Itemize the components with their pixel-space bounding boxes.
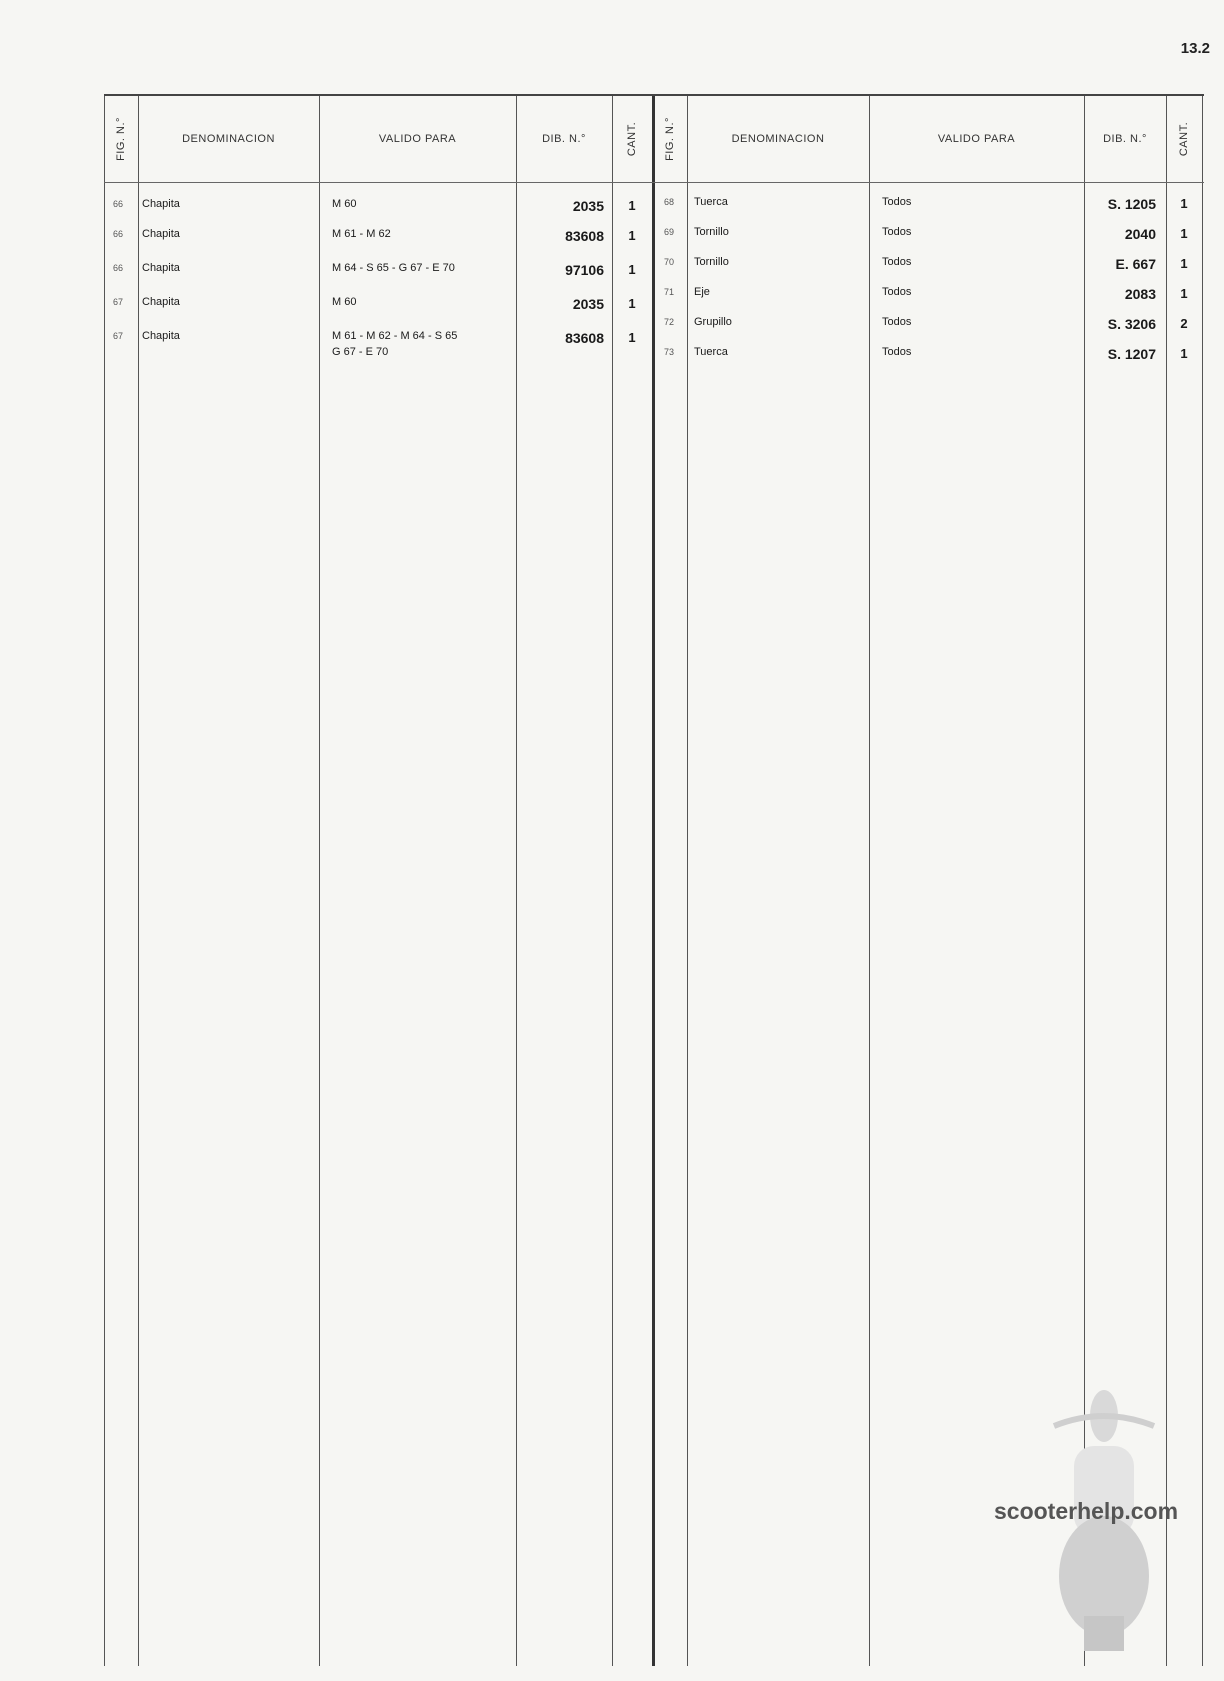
page-number: 13.2 — [1180, 40, 1210, 57]
table-row: 69 Tornillo Todos 2040 1 — [664, 226, 1188, 242]
table-row: 73 Tuerca Todos S. 1207 1 — [664, 346, 1188, 362]
table-row: 71 Eje Todos 2083 1 — [664, 286, 1188, 302]
table-row: 70 Tornillo Todos E. 667 1 — [664, 256, 1188, 272]
header-cant: CANT. — [626, 121, 638, 157]
header-cant: CANT. — [1178, 121, 1190, 157]
header-valido-para: VALIDO PARA — [378, 133, 457, 145]
header-fig: FIG. N.° — [663, 117, 676, 161]
watermark-text: scooterhelp.com — [994, 1498, 1179, 1524]
table-row: 66 Chapita M 60 2035 1 — [113, 198, 636, 214]
table-row: 67 Chapita M 61 - M 62 - M 64 - S 65 G 67 - E 70 83608 1 — [113, 330, 636, 358]
table-row: 66 Chapita M 61 - M 62 83608 1 — [113, 228, 636, 244]
header-denominacion: DENOMINACION — [182, 133, 275, 145]
header-dib: DIB. N.° — [542, 133, 586, 145]
watermark-logo — [994, 1386, 1194, 1661]
table-row: 67 Chapita M 60 2035 1 — [113, 296, 636, 312]
table-row: 66 Chapita M 64 - S 65 - G 67 - E 70 97106 1 — [113, 262, 636, 278]
header-fig: FIG. N.° — [115, 117, 127, 161]
header-valido-para: VALIDO PARA — [937, 133, 1016, 145]
header-denominacion: DENOMINACION — [731, 133, 825, 145]
header-dib: DIB. N.° — [1103, 133, 1147, 145]
table-row: 72 Grupillo Todos S. 3206 2 — [664, 316, 1188, 332]
table-row: 68 Tuerca Todos S. 1205 1 — [664, 196, 1188, 212]
header-rule — [104, 182, 1204, 183]
